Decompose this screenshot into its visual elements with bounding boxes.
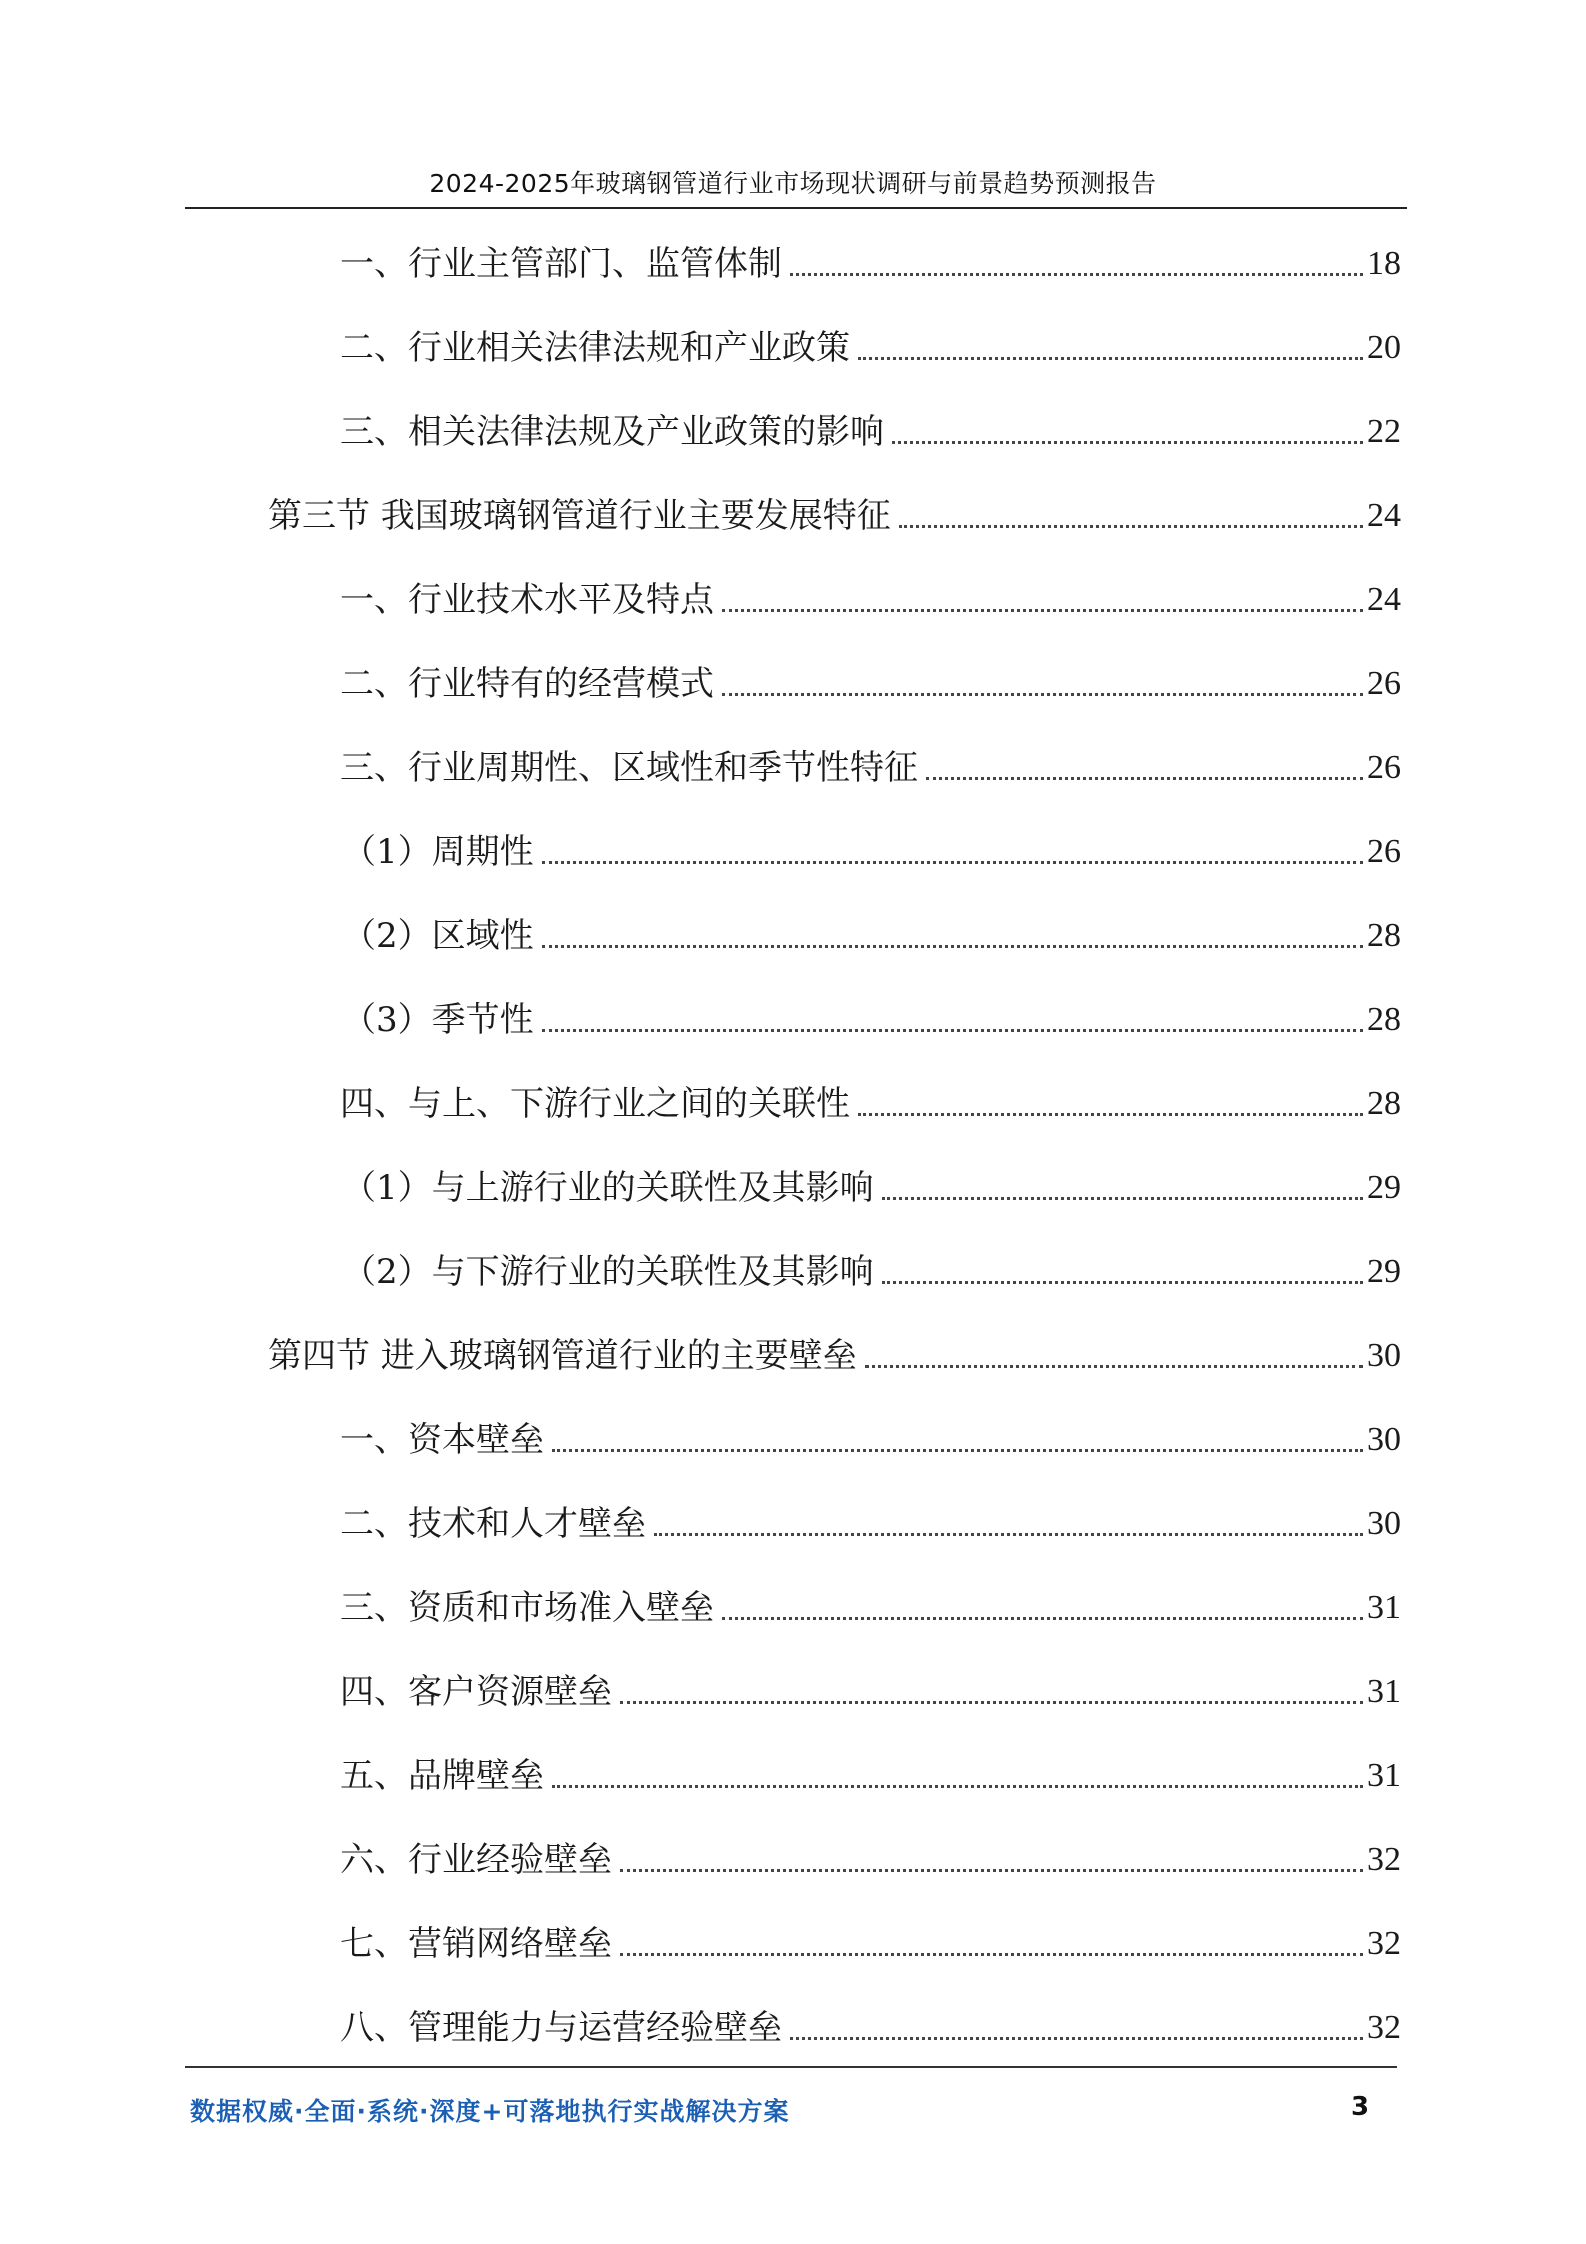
toc-entry[interactable] [342,1148,1401,1208]
toc-entry-page: 28 [1367,917,1401,954]
toc-entry-label: 一、资本壁垒 [340,1420,544,1460]
toc-dot-leader [620,1953,1363,1956]
toc-entry-label: 第三节 我国玻璃钢管道行业主要发展特征 [268,496,891,536]
toc-entry-label: 三、资质和市场准入壁垒 [340,1588,714,1628]
toc-entry[interactable] [340,1736,1401,1796]
toc-entry-label: 一、行业技术水平及特点 [340,580,714,620]
toc-dot-leader [790,273,1363,276]
toc-entry-label: （1）周期性 [342,832,534,872]
toc-entry-label: 第四节 进入玻璃钢管道行业的主要壁垒 [268,1336,857,1376]
toc-entry[interactable] [342,980,1401,1040]
toc-dot-leader [542,861,1363,864]
toc-entry-label: （3）季节性 [342,1000,534,1040]
toc-entry-page: 18 [1367,245,1401,282]
toc-entry-page: 28 [1367,1085,1401,1122]
toc-entry[interactable] [340,1820,1401,1880]
toc-entry-label: 七、营销网络壁垒 [340,1924,612,1964]
toc-entry-label: 四、客户资源壁垒 [340,1672,612,1712]
toc-entry-page: 26 [1367,749,1401,786]
toc-entry-page: 31 [1367,1757,1401,1794]
toc-entry-page: 26 [1367,833,1401,870]
footer-slogan: 数据权威·全面·系统·深度+可落地执行实战解决方案 [190,2097,790,2126]
toc-dot-leader [858,357,1363,360]
page-number: 3 [1350,2092,1370,2122]
toc-dot-leader [882,1197,1363,1200]
toc-entry[interactable] [342,896,1401,956]
toc-entry-label: 二、行业相关法律法规和产业政策 [340,328,850,368]
toc-entry[interactable] [340,1904,1401,1964]
toc-entry[interactable] [342,812,1401,872]
toc-entry-page: 32 [1367,1841,1401,1878]
toc-dot-leader [899,525,1363,528]
toc-dot-leader [722,1617,1363,1620]
toc-entry-label: 三、行业周期性、区域性和季节性特征 [340,748,918,788]
toc-entry[interactable] [340,1988,1401,2048]
toc-entry-label: （1）与上游行业的关联性及其影响 [342,1168,874,1208]
page-header-title: 2024-2025年玻璃钢管道行业市场现状调研与前景趋势预测报告 [429,169,1157,198]
toc-entry-page: 22 [1367,413,1401,450]
toc-dot-leader [722,609,1363,612]
toc-dot-leader [552,1449,1363,1452]
toc-entry-label: 三、相关法律法规及产业政策的影响 [340,412,884,452]
toc-dot-leader [552,1785,1363,1788]
toc-entry-page: 24 [1367,497,1401,534]
toc-entry[interactable] [340,644,1401,704]
toc-dot-leader [926,777,1363,780]
toc-entry[interactable] [340,560,1401,620]
toc-entry-label: 二、行业特有的经营模式 [340,664,714,704]
toc-dot-leader [722,693,1363,696]
toc-entry-page: 28 [1367,1001,1401,1038]
toc-entry-label: 八、管理能力与运营经验壁垒 [340,2008,782,2048]
toc-entry-page: 20 [1367,329,1401,366]
toc-entry[interactable] [340,224,1401,284]
toc-entry[interactable] [340,1568,1401,1628]
toc-entry-page: 30 [1367,1421,1401,1458]
toc-entry-page: 24 [1367,581,1401,618]
toc-dot-leader [654,1533,1363,1536]
toc-entry[interactable] [340,728,1401,788]
header-divider [185,207,1407,209]
toc-dot-leader [620,1869,1363,1872]
toc-entry-page: 32 [1367,2009,1401,2046]
toc-entry-page: 29 [1367,1253,1401,1290]
toc-entry[interactable] [340,1652,1401,1712]
toc-entry-page: 30 [1367,1505,1401,1542]
toc-entry-label: 二、技术和人才壁垒 [340,1504,646,1544]
toc-dot-leader [620,1701,1363,1704]
toc-dot-leader [858,1113,1363,1116]
toc-dot-leader [865,1365,1363,1368]
toc-dot-leader [790,2037,1363,2040]
toc-entry-label: 六、行业经验壁垒 [340,1840,612,1880]
toc-entry-label: 一、行业主管部门、监管体制 [340,244,782,284]
toc-dot-leader [542,1029,1363,1032]
toc-entry-label: （2）与下游行业的关联性及其影响 [342,1252,874,1292]
toc-entry-label: 四、与上、下游行业之间的关联性 [340,1084,850,1124]
toc-entry[interactable] [268,476,1401,536]
toc-dot-leader [882,1281,1363,1284]
toc-entry-label: 五、品牌壁垒 [340,1756,544,1796]
toc-entry-page: 30 [1367,1337,1401,1374]
toc-entry[interactable] [342,1232,1401,1292]
toc-dot-leader [892,441,1363,444]
toc-entry[interactable] [340,1064,1401,1124]
toc-dot-leader [542,945,1363,948]
toc-entry-page: 31 [1367,1589,1401,1626]
toc-entry[interactable] [340,1484,1401,1544]
footer-divider [185,2066,1397,2068]
toc-entry-page: 31 [1367,1673,1401,1710]
toc-entry[interactable] [340,308,1401,368]
toc-entry[interactable] [268,1316,1401,1376]
toc-entry[interactable] [340,1400,1401,1460]
toc-entry-page: 32 [1367,1925,1401,1962]
toc-entry-label: （2）区域性 [342,916,534,956]
toc-entry-page: 26 [1367,665,1401,702]
toc-entry-page: 29 [1367,1169,1401,1206]
toc-entry[interactable] [340,392,1401,452]
